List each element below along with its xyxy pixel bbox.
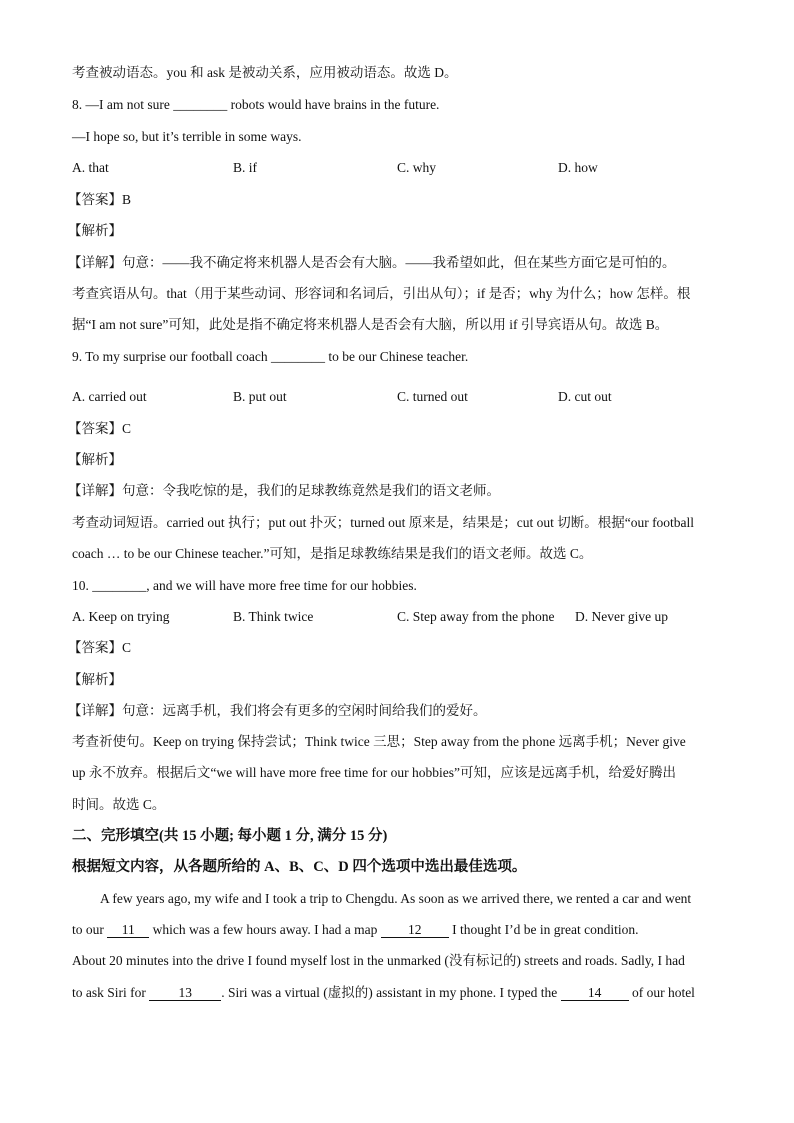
- q9-answer: 【答案】C: [68, 421, 132, 436]
- question-8: 8. —I am not sure ________ robots would have brains in the future.: [72, 97, 440, 112]
- q8-option-a: A. that: [72, 160, 109, 175]
- q9-option-c: C. turned out: [397, 389, 468, 404]
- blank-11: 11: [107, 922, 149, 938]
- blank-12: 12: [381, 922, 449, 938]
- question-8-reply: —I hope so, but it’s terrible in some ways.: [72, 129, 302, 144]
- q10-explanation-1: 考查祈使句。Keep on trying 保持尝试；Think twice 三思；Step away from the phone 远离手机；Never give: [72, 734, 686, 749]
- q10-analysis-label: 【解析】: [68, 672, 122, 687]
- passage-line-4: to ask Siri for 13 . Siri was a virtual (虚拟的) assistant in my phone. I typed the 14 of our hotel: [72, 985, 695, 1000]
- q8-explanation-1: 考查宾语从句。that（用于某些动词、形容词和名词后，引出从句）；if 是否；why 为什么；how 怎样。根: [72, 286, 691, 301]
- question-10: 10. ________, and we will have more free time for our hobbies.: [72, 578, 417, 593]
- blank-14: 14: [561, 985, 629, 1001]
- section-2-instruction: 根据短文内容，从各题所给的 A、B、C、D 四个选项中选出最佳选项。: [72, 859, 527, 875]
- q10-option-d: D. Never give up: [575, 609, 668, 624]
- q8-analysis-label: 【解析】: [68, 223, 122, 238]
- q10-explanation-3: 时间。故选 C。: [72, 797, 166, 812]
- q9-explanation-1: 考查动词短语。carried out 执行；put out 扑灭；turned out 原来是，结果是；cut out 切断。根据“our football: [72, 515, 695, 530]
- q9-explanation-2: coach … to be our Chinese teacher.”可知，是指足球教练结果是我们的语文老师。故选 C。: [72, 546, 593, 561]
- passage-line-3: About 20 minutes into the drive I found myself lost in the unmarked (没有标记的) streets and roads. Sadly, I had: [72, 953, 685, 968]
- q10-option-b: B. Think twice: [233, 609, 314, 624]
- q8-detail: 【详解】句意：——我不确定将来机器人是否会有大脑。——我希望如此，但在某些方面它是可怕的。: [68, 255, 676, 270]
- section-2-heading: 二、完形填空(共 15 小题; 每小题 1 分, 满分 15 分): [72, 828, 388, 844]
- q8-answer: 【答案】B: [68, 192, 132, 207]
- q9-analysis-label: 【解析】: [68, 452, 122, 467]
- q9-option-a: A. carried out: [72, 389, 147, 404]
- q10-explanation-2: up 永不放弃。根据后文“we will have more free time for our hobbies”可知，应该是远离手机，给爱好腾出: [72, 765, 677, 780]
- q10-answer: 【答案】C: [68, 640, 132, 655]
- q8-option-d: D. how: [558, 160, 598, 175]
- blank-13: 13: [149, 985, 221, 1001]
- q10-option-a: A. Keep on trying: [72, 609, 170, 624]
- q10-option-c: C. Step away from the phone: [397, 609, 555, 624]
- q9-option-b: B. put out: [233, 389, 287, 404]
- passage-line-2: to our 11 which was a few hours away. I had a map 12 I thought I’d be in great condition.: [72, 922, 639, 937]
- q8-option-b: B. if: [233, 160, 258, 175]
- question-9: 9. To my surprise our football coach ________ to be our Chinese teacher.: [72, 349, 469, 364]
- q9-detail: 【详解】句意：令我吃惊的是，我们的足球教练竟然是我们的语文老师。: [68, 483, 500, 498]
- q8-explanation-2: 据“I am not sure”可知，此处是指不确定将来机器人是否会有大脑，所以用 if 引导宾语从句。故选 B。: [72, 317, 669, 332]
- q8-option-c: C. why: [397, 160, 437, 175]
- q9-option-d: D. cut out: [558, 389, 612, 404]
- explanation-line: 考查被动语态。you 和 ask 是被动关系，应用被动语态。故选 D。: [72, 65, 458, 80]
- q10-detail: 【详解】句意：远离手机，我们将会有更多的空闲时间给我们的爱好。: [68, 703, 487, 718]
- passage-line-1: A few years ago, my wife and I took a trip to Chengdu. As soon as we arrived there, we rented a car and went: [100, 891, 692, 906]
